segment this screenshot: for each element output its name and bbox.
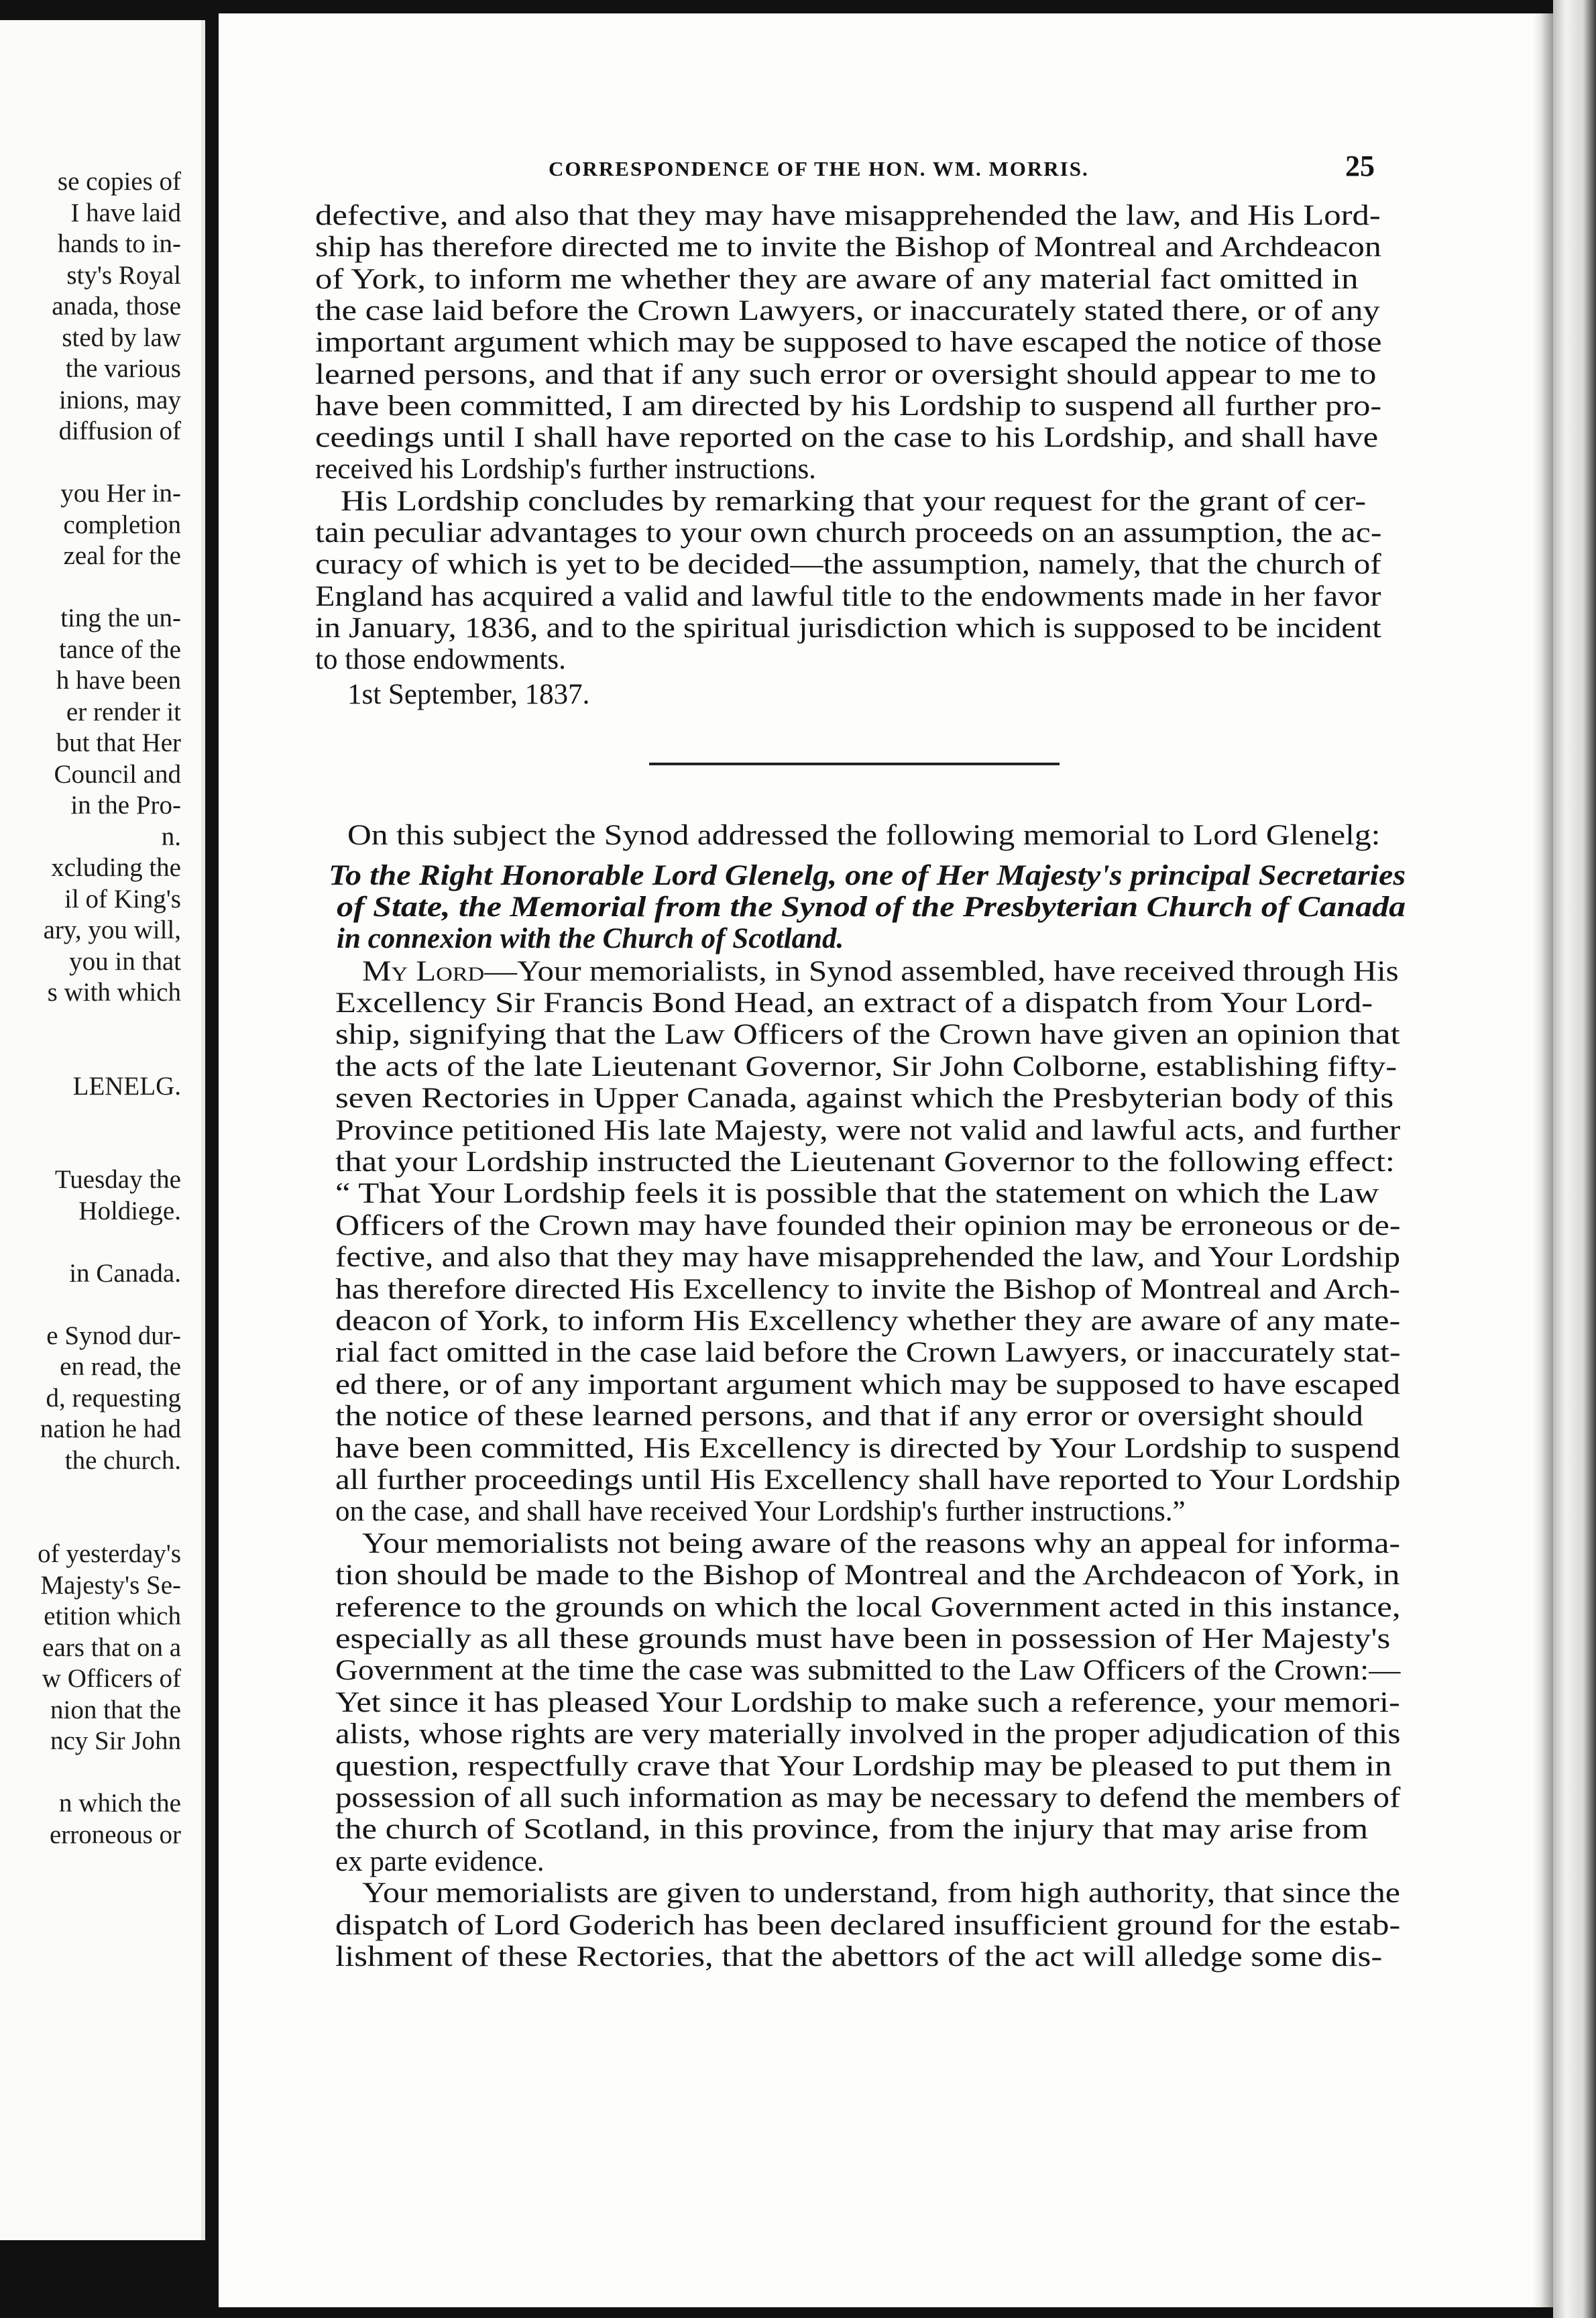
memorial-line: Officers of the Crown may have founded their opinion may be erroneous or de- xyxy=(335,1209,1401,1241)
salutation: My Lord xyxy=(362,956,485,987)
memorial-line: “ That Your Lordship feels it is possible that the statement on which the Law xyxy=(335,1178,1379,1210)
memorial-line: has therefore directed His Excellency to invite the Bishop of Montreal and Arch- xyxy=(335,1273,1400,1305)
running-head: CORRESPONDENCE OF THE HON. WM. MORRIS. xyxy=(549,157,1089,180)
memorial-line: the church of Scotland, in this province, from the injury that may arise from xyxy=(335,1814,1369,1846)
memorial-intro: On this subject the Synod addressed the following memorial to Lord Glenelg: xyxy=(347,820,1381,851)
left-page-line: d, requesting xyxy=(46,1383,181,1413)
letter-line: to those endowments. xyxy=(315,644,566,676)
memorial-line: Yet since it has pleased Your Lordship to make such a reference, your memori- xyxy=(335,1686,1400,1718)
memorial-line: lishment of these Rectories, that the abettors of the act will alledge some dis- xyxy=(335,1941,1383,1973)
left-page-line: etition which xyxy=(44,1602,181,1631)
left-page-line: zeal for the xyxy=(63,541,181,570)
left-page-line: Tuesday the xyxy=(54,1165,181,1194)
memorial-line: Excellency Sir Francis Bond Head, an extract of a dispatch from Your Lord- xyxy=(335,987,1373,1019)
left-page-line: ears that on a xyxy=(42,1633,181,1662)
left-page-line: e Synod dur- xyxy=(46,1321,181,1350)
left-page-line: er render it xyxy=(66,697,181,726)
memorial-title-line: in connexion with the Church of Scotland. xyxy=(337,923,844,954)
memorial-line: question, respectfully crave that Your Lordship may be pleased to put them in xyxy=(335,1750,1392,1782)
memorial-line: especially as all these grounds must have been in possession of Her Majesty's xyxy=(335,1623,1391,1655)
letter-line: curacy of which is yet to be decided—the assumption, namely, that the church of xyxy=(315,549,1381,581)
memorial-line: the acts of the late Lieutenant Governor, Sir John Colborne, establishing fifty- xyxy=(335,1050,1398,1083)
section-rule xyxy=(649,763,1060,765)
memorial-line: Government at the time the case was submitted to the Law Officers of the Crown:— xyxy=(335,1655,1401,1687)
left-page-line: but that Her xyxy=(56,728,181,757)
memorial-line: ed there, or of any important argument which may be supposed to have escaped xyxy=(335,1368,1400,1400)
left-page-line: se copies of xyxy=(57,167,181,196)
letter-line: His Lordship concludes by remarking that your request for the grant of cer- xyxy=(341,485,1367,517)
letter-line: important argument which may be supposed to have escaped the notice of those xyxy=(315,327,1382,359)
left-page-line: hands to in- xyxy=(57,229,181,258)
letter-line: ship has therefore directed me to invite the Bishop of Montreal and Archdeacon xyxy=(315,231,1381,264)
left-page-line: h have been xyxy=(56,666,181,695)
left-page-line: completion xyxy=(63,510,181,539)
letter-line: received his Lordship's further instructions. xyxy=(315,453,816,486)
left-page-line: of yesterday's xyxy=(38,1539,181,1568)
memorial-line: fective, and also that they may have misapprehended the law, and Your Lordship xyxy=(335,1241,1400,1274)
left-page-line: diffusion of xyxy=(58,417,181,445)
memorial-line: Province petitioned His late Majesty, were not valid and lawful acts, and further xyxy=(335,1114,1401,1146)
left-page-line: you Her in- xyxy=(60,479,181,508)
memorial-line: ship, signifying that the Law Officers of the Crown have given an opinion that xyxy=(335,1019,1400,1051)
left-page-line: en read, the xyxy=(60,1352,181,1381)
left-page-line: I have laid xyxy=(70,198,181,227)
left-page-line: xcluding the xyxy=(51,853,181,882)
left-page-line: you in that xyxy=(69,946,181,976)
letter-line: have been committed, I am directed by his Lordship to suspend all further pro- xyxy=(315,390,1382,422)
memorial-line: Your memorialists not being aware of the reasons why an appeal for informa- xyxy=(362,1527,1401,1559)
letter-date: 1st September, 1837. xyxy=(347,678,590,710)
memorial-line: ex parte evidence. xyxy=(335,1845,545,1877)
left-page-line: nion that the xyxy=(50,1695,181,1724)
memorial-line: deacon of York, to inform His Excellency whether they are aware of any mate- xyxy=(335,1305,1401,1337)
left-page-line: tance of the xyxy=(59,634,181,664)
left-page-line: n which the xyxy=(59,1789,181,1818)
left-page-line: anada, those xyxy=(52,292,181,321)
memorial-line: that your Lordship instructed the Lieutenant Governor to the following effect: xyxy=(335,1146,1395,1178)
left-page-line: in Canada. xyxy=(69,1258,181,1288)
left-page-line: s with which xyxy=(47,978,181,1007)
left-page-line: Council and xyxy=(54,759,181,789)
left-page-line: in the Pro- xyxy=(70,791,181,820)
left-page-line: ncy Sir John xyxy=(50,1726,181,1755)
left-page-fragment xyxy=(0,20,205,2240)
left-page-line: il of King's xyxy=(64,884,181,914)
memorial-line: alists, whose rights are very materially involved in the proper adjudication of this xyxy=(335,1718,1401,1751)
letter-line: the case laid before the Crown Lawyers, or inaccurately stated there, or of any xyxy=(315,294,1380,327)
memorial-line: possession of all such information as may be necessary to defend the members of xyxy=(335,1782,1401,1814)
memorial-line: on the case, and shall have received Your Lordship's further instructions.” xyxy=(335,1496,1186,1528)
left-page-line: the various xyxy=(65,354,181,383)
left-page-line: Holdiege. xyxy=(78,1196,181,1225)
memorial-line: reference to the grounds on which the local Government acted in this instance, xyxy=(335,1591,1401,1623)
memorial-line: seven Rectories in Upper Canada, against which the Presbyterian body of this xyxy=(335,1083,1394,1115)
left-page-line: sty's Royal xyxy=(66,260,181,290)
left-page-line: the church. xyxy=(64,1445,181,1475)
left-page-line: LENELG. xyxy=(72,1071,181,1101)
memorial-line: all further proceedings until His Excellency shall have reported to Your Lordship xyxy=(335,1464,1401,1496)
memorial-line: have been committed, His Excellency is directed by Your Lordship to suspend xyxy=(335,1432,1400,1464)
binding-edge xyxy=(1553,0,1596,2318)
memorial-title-line: To the Right Honorable Lord Glenelg, one of Her Majesty's principal Secretaries xyxy=(329,860,1406,891)
left-page-line: Majesty's Se- xyxy=(40,1570,181,1600)
letter-line: England has acquired a valid and lawful title to the endowments made in her favor xyxy=(315,580,1381,612)
letter-line: of York, to inform me whether they are aware of any material fact omitted in xyxy=(315,263,1359,295)
left-page-line: ary, you will, xyxy=(43,916,181,944)
memorial-line: dispatch of Lord Goderich has been declared insufficient ground for the estab- xyxy=(335,1909,1401,1941)
memorial-title-line: of State, the Memorial from the Synod of the Presbyterian Church of Canada xyxy=(337,891,1406,923)
memorial-line: the notice of these learned persons, and that if any error or oversight should xyxy=(335,1400,1364,1433)
left-page-line: sted by law xyxy=(62,323,181,352)
page-edge-shadow xyxy=(1533,13,1553,2307)
left-page-line: nation he had xyxy=(40,1415,181,1443)
memorial-line: rial fact omitted in the case laid before the Crown Lawyers, or inaccurately stat- xyxy=(335,1337,1401,1369)
left-page-line: ting the un- xyxy=(60,604,181,632)
left-page-line: erroneous or xyxy=(49,1820,181,1849)
letter-line: tain peculiar advantages to your own church proceeds on an assumption, the ac- xyxy=(315,517,1382,549)
left-page-line: w Officers of xyxy=(42,1664,181,1693)
letter-line: ceedings until I shall have reported on the case to his Lordship, and shall have xyxy=(315,422,1379,454)
letter-line: learned persons, and that if any such error or oversight should appear to me to xyxy=(315,358,1377,390)
letter-line: defective, and also that they may have misapprehended the law, and His Lord- xyxy=(315,200,1381,231)
left-page-line: n. xyxy=(161,822,181,851)
salutation-rest: —Your memorialists, in Synod assembled, have received through His xyxy=(484,956,1399,987)
left-page-line: inions, may xyxy=(59,385,181,415)
page-number: 25 xyxy=(1345,150,1375,182)
letter-line: in January, 1836, and to the spiritual jurisdiction which is supposed to be incident xyxy=(315,612,1381,644)
memorial-line: Your memorialists are given to understand, from high authority, that since the xyxy=(362,1877,1400,1910)
memorial-line: tion should be made to the Bishop of Montreal and the Archdeacon of York, in xyxy=(335,1559,1400,1592)
memorial-salutation-line xyxy=(362,956,1399,988)
